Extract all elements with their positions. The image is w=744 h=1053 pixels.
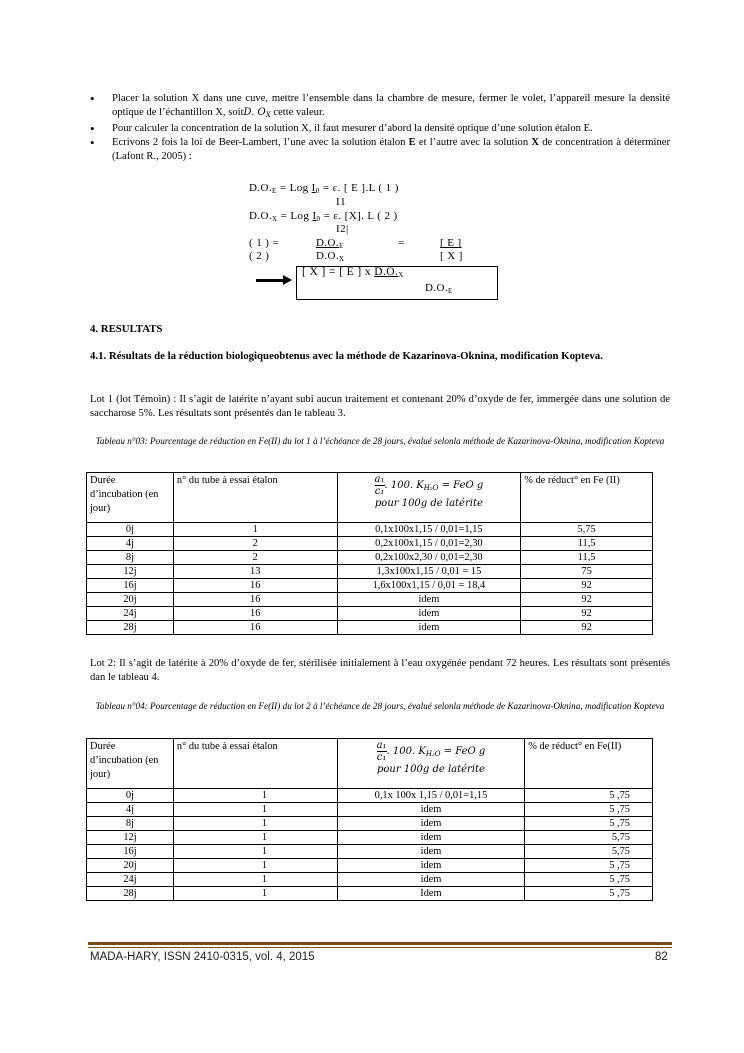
cell-duration: 20j — [87, 859, 174, 873]
table4-header-row — [87, 739, 653, 789]
cell-percent: 5,75 — [525, 831, 653, 845]
table4-caption: Tableau n°04: Pourcentage de réduction en Fe(II) du lot 2 à l’échéance de 28 jours, évalué selonla méthode de Kazarinova-Oknina, modification Kopteva — [95, 701, 665, 711]
equation-1: $D.O._E$ = Log $I_0 = \varepsilon$. [ E ].L ( 1 ) — [249, 182, 399, 195]
table3-header-row — [87, 473, 653, 523]
cell-calculation: 0,2x100x2,30 / 0,01=2,30 — [337, 551, 521, 565]
cell-calculation: idem — [337, 817, 525, 831]
cell-duration: 16j — [87, 845, 174, 859]
cell-tube: 16 — [173, 579, 337, 593]
cell-percent: 92 — [521, 593, 653, 607]
cell-duration: 8j — [87, 817, 174, 831]
cell-percent: 5 ,75 — [525, 873, 653, 887]
cell-percent: 92 — [521, 579, 653, 593]
cell-duration: 4j — [87, 803, 174, 817]
lot1-paragraph: Lot 1 (lot Témoin) : Il s’agit de latérite n’ayant subi aucun traitement et contenant 20% d’oxyde de fer, immergée dans une solution de saccharose 5%. Les résultats sont présentés dan le tableau 3. — [90, 394, 670, 419]
cell-percent: 11,5 — [521, 551, 653, 565]
cell-tube: 1 — [173, 859, 337, 873]
header-duration: Durée d’incubation (en jour) — [87, 473, 174, 523]
cell-tube: 1 — [173, 803, 337, 817]
bullet-item-2: • Pour calculer la concentration de la solution X, il faut mesurer d’abord la densité optique d’une solution étalon E. — [90, 122, 670, 136]
cell-duration: 12j — [87, 565, 174, 579]
header-formula: $\frac{\text{a₁}}{\text{c₁}}$ . 100. $K_{H_2O}$ = FeO g pour 100g de latérite — [337, 739, 525, 789]
cell-duration: 28j — [87, 887, 174, 901]
table-row — [87, 859, 653, 873]
table-row — [87, 621, 653, 635]
cell-percent: 5 ,75 — [525, 789, 653, 803]
footer-journal: MADA-HARY, ISSN 2410-0315, vol. 4, 2015 — [90, 951, 315, 963]
ratio-denominator: $D.O._X$ — [316, 250, 345, 263]
cell-duration: 0j — [87, 789, 174, 803]
cell-duration: 8j — [87, 551, 174, 565]
ratio-numerator: $D.O._E$ — [316, 237, 344, 250]
cell-duration: 4j — [87, 537, 174, 551]
cell-duration: 28j — [87, 621, 174, 635]
equation-2: $D.O._X$ = Log $I_0 = \varepsilon$. [X]. L ( 2 ) — [249, 210, 398, 223]
table-row — [87, 845, 653, 859]
result-arrow-shaft — [256, 279, 286, 282]
footer-rule-thick — [88, 942, 672, 945]
ratio-right-denominator: [ X ] — [440, 250, 463, 262]
table-row — [87, 831, 653, 845]
cell-calculation: Idem — [337, 887, 525, 901]
cell-tube: 2 — [173, 537, 337, 551]
table-3 — [86, 472, 653, 635]
bullet-item-3: • Ecrivons 2 fois la loi de Beer-Lambert, l’une avec la solution étalon E et l’autre avec la solution X de concentration à déterminer (Lafont R., 2005) : — [90, 136, 670, 164]
cell-tube: 16 — [173, 607, 337, 621]
cell-calculation: idem — [337, 859, 525, 873]
header-duration: Durée d’incubation (en jour) — [87, 739, 174, 789]
equation-2-denominator: I2| — [336, 223, 349, 235]
cell-percent: 5 ,75 — [525, 887, 653, 901]
cell-tube: 1 — [173, 831, 337, 845]
table-row — [87, 887, 653, 901]
cell-calculation: 1,6x100x1,15 / 0,01 = 18,4 — [337, 579, 521, 593]
cell-tube: 13 — [173, 565, 337, 579]
cell-calculation: idem — [337, 607, 521, 621]
equation-1-denominator: I1 — [336, 196, 346, 208]
cell-percent: 92 — [521, 621, 653, 635]
do-x-symbol: D. $O_X$ — [243, 107, 271, 119]
header-formula: $\frac{\text{a₁}}{\text{c₁}}$ . 100. $K_{H_2O}$ = FeO g pour 100g de latérite — [337, 473, 521, 523]
cell-percent: 5 ,75 — [525, 859, 653, 873]
header-tube: n° du tube à essai étalon — [173, 739, 337, 789]
table-row — [87, 607, 653, 621]
cell-calculation: idem — [337, 845, 525, 859]
cell-percent: 75 — [521, 565, 653, 579]
cell-percent: 11,5 — [521, 537, 653, 551]
table-row — [87, 579, 653, 593]
cell-tube: 2 — [173, 551, 337, 565]
table-row — [87, 523, 653, 537]
cell-duration: 20j — [87, 593, 174, 607]
cell-calculation: 0,2x100x1,15 / 0,01=2,30 — [337, 537, 521, 551]
cell-duration: 12j — [87, 831, 174, 845]
cell-duration: 0j — [87, 523, 174, 537]
ratio-1-2-left: ( 1 ) = — [249, 237, 280, 249]
ratio-equals: = — [398, 237, 405, 249]
footer-rule-thin — [88, 947, 672, 948]
lot2-paragraph: Lot 2: Il s’agit de latérite à 20% d’oxyde de fer, stérilisée initialement à l’eau oxygénée pendant 72 heures. Les résultats sont présentés dan le tableau 4. — [90, 658, 670, 683]
result-formula: [ X ] = [ E ] x $D.O._X$ — [302, 266, 404, 279]
cell-calculation: idem — [337, 873, 525, 887]
cell-percent: 92 — [521, 607, 653, 621]
bullet-item-1: • Placer la solution X dans une cuve, mettre l’ensemble dans la chambre de mesure, fermer le volet, l’appareil mesure la densité optique de l’échantillon X, soitD. $O_X$ cette valeur. — [90, 92, 670, 122]
table-row — [87, 803, 653, 817]
table-row — [87, 593, 653, 607]
section-heading: 4. RESULTATS — [90, 323, 163, 335]
cell-percent: 5,75 — [521, 523, 653, 537]
procedure-list — [90, 92, 670, 164]
cell-duration: 24j — [87, 607, 174, 621]
cell-calculation: idem — [337, 621, 521, 635]
result-denominator: $D.O._E$ — [425, 282, 453, 295]
cell-calculation: 0,1x100x1,15 / 0,01=1,15 — [337, 523, 521, 537]
cell-calculation: idem — [337, 831, 525, 845]
cell-calculation: idem — [337, 803, 525, 817]
cell-percent: 5 ,75 — [525, 817, 653, 831]
cell-tube: 1 — [173, 873, 337, 887]
table-4 — [86, 738, 653, 901]
cell-percent: 5,75 — [525, 845, 653, 859]
cell-tube: 16 — [173, 593, 337, 607]
cell-tube: 1 — [173, 845, 337, 859]
ratio-2-left: ( 2 ) — [249, 250, 270, 262]
table-row — [87, 537, 653, 551]
cell-calculation: idem — [337, 593, 521, 607]
cell-duration: 16j — [87, 579, 174, 593]
cell-tube: 16 — [173, 621, 337, 635]
cell-calculation: 0,1x 100x 1,15 / 0,01=1,15 — [337, 789, 525, 803]
table-row — [87, 873, 653, 887]
table3-caption: Tableau n°03: Pourcentage de réduction en Fe(II) du lot 1 à l’échéance de 28 jours, évalué selonla méthode de Kazarinova-Oknina, modification Kopteva — [95, 436, 665, 446]
header-tube: n° du tube à essai étalon — [173, 473, 337, 523]
cell-tube: 1 — [173, 817, 337, 831]
header-percent: % de réduct° en Fe(II) — [525, 739, 653, 789]
table-row — [87, 789, 653, 803]
result-arrow-icon — [283, 275, 292, 285]
cell-percent: 5 ,75 — [525, 803, 653, 817]
table-row — [87, 551, 653, 565]
cell-duration: 24j — [87, 873, 174, 887]
table-row — [87, 565, 653, 579]
cell-tube: 1 — [173, 887, 337, 901]
header-percent: % de réduct° en Fe (II) — [521, 473, 653, 523]
ratio-right-numerator: [ E ] — [440, 237, 462, 249]
cell-calculation: 1,3x100x1,15 / 0,01 = 15 — [337, 565, 521, 579]
table-row — [87, 817, 653, 831]
cell-tube: 1 — [173, 789, 337, 803]
subsection-heading: 4.1. Résultats de la réduction biologiqueobtenus avec la méthode de Kazarinova-Oknina, modification Kopteva. — [90, 350, 603, 362]
page-number: 82 — [655, 951, 668, 963]
cell-tube: 1 — [173, 523, 337, 537]
